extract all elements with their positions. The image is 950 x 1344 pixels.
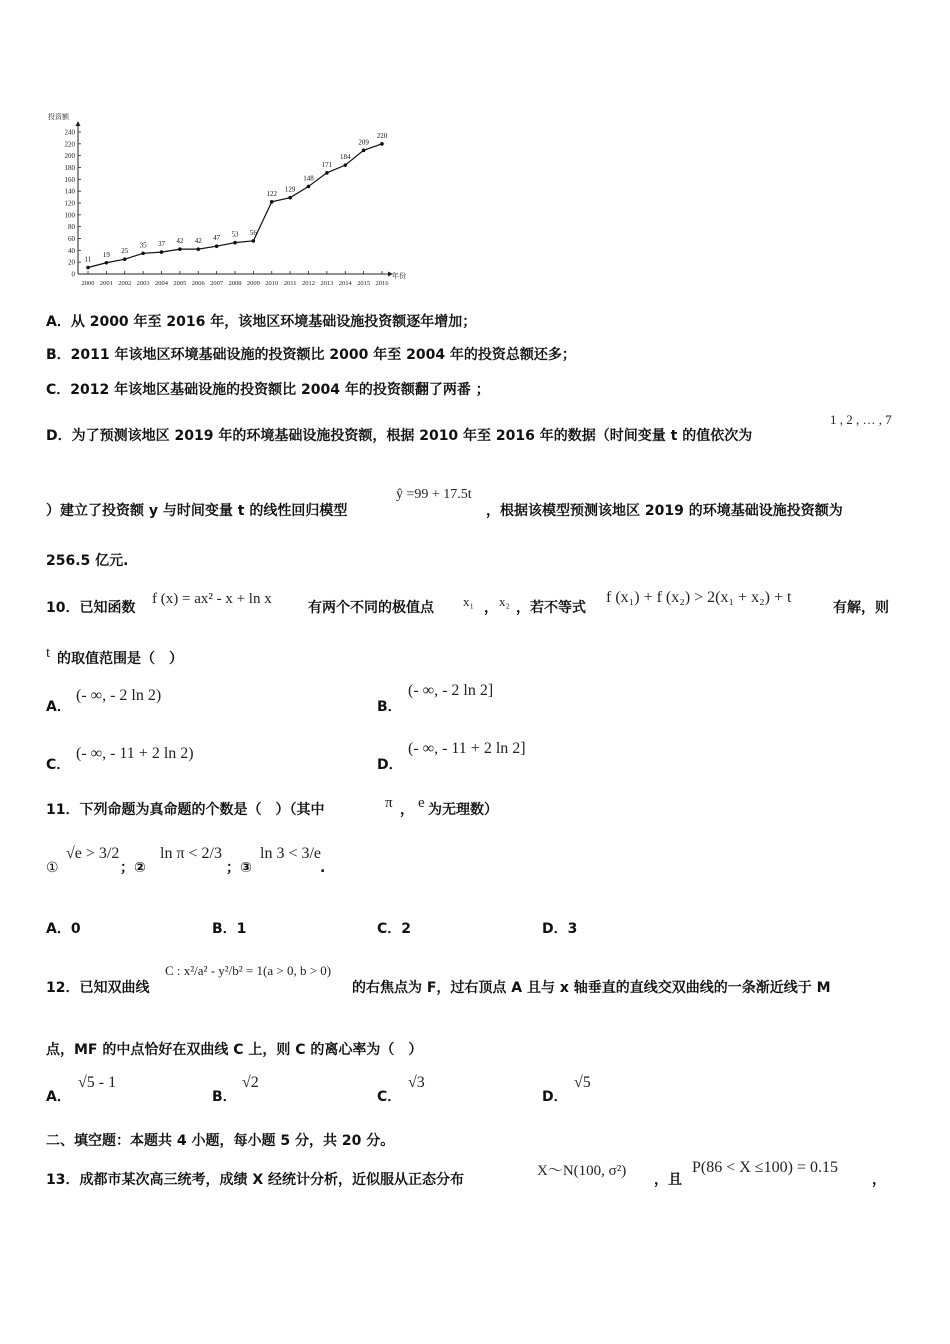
x-tick-label: 2015 — [357, 280, 371, 287]
q12-option-c-label: C． — [377, 1089, 402, 1105]
q11-option-c: C．2 — [377, 921, 412, 937]
chart-svg — [44, 110, 404, 290]
q10-x1: x₁ — [463, 594, 475, 609]
y-tick-label: 240 — [64, 128, 75, 137]
data-label: 11 — [84, 255, 92, 264]
data-point — [215, 244, 219, 248]
q11-option-d: D．3 — [542, 921, 578, 937]
q11-claim1: √e > 3/2 — [66, 845, 120, 862]
data-point — [105, 261, 109, 265]
x-tick-label: 2010 — [265, 280, 279, 287]
q9-option-d-line2b: ，根据该模型预测该地区 2019 的环境基础设施投资额为 — [486, 503, 843, 519]
x-tick-label: 2011 — [283, 280, 297, 287]
q10-inequality: f (x₁) + f (x₂) > 2(x₁ + x₂) + t — [606, 589, 792, 606]
q12-hyperbola: C : x²/a² - y²/b² = 1(a > 0, b > 0) — [165, 963, 332, 978]
q13-stem-b: ，且 — [654, 1172, 682, 1188]
q11-claim3: ln 3 < 3/e — [260, 845, 322, 862]
data-label: 19 — [102, 250, 110, 259]
q10-option-a: (- ∞, - 2 ln 2) — [76, 687, 162, 704]
data-point — [307, 185, 311, 189]
q10-option-d-label: D． — [377, 757, 403, 773]
q10-option-b-label: B． — [377, 699, 402, 715]
data-label: 37 — [158, 240, 165, 249]
x-tick-label: 2016 — [375, 280, 389, 287]
x-tick-label: 2006 — [191, 280, 205, 287]
y-tick-label: 220 — [64, 140, 75, 149]
q10-option-c: (- ∞, - 11 + 2 ln 2) — [76, 745, 194, 762]
y-tick-label: 80 — [68, 223, 75, 232]
q10-option-a-label: A． — [46, 699, 71, 715]
x-tick-label: 2003 — [136, 280, 150, 287]
q11-sep1: ；② — [120, 860, 146, 876]
q10-stem-e: 的取值范围是（ ） — [57, 651, 183, 667]
data-label: 122 — [266, 189, 277, 198]
y-tick-label: 180 — [64, 164, 75, 172]
q12-option-a: √5 - 1 — [78, 1074, 117, 1091]
data-label: 148 — [303, 174, 314, 183]
data-label: 25 — [121, 247, 129, 256]
q10-option-c-label: C． — [46, 757, 71, 773]
investment-line-chart — [44, 110, 404, 290]
q13-end: ， — [872, 1172, 886, 1188]
q11-comma: ， — [400, 802, 414, 818]
q12-stem-a: 12．已知双曲线 — [46, 980, 150, 996]
y-tick-label: 20 — [68, 258, 75, 267]
section-fill-in-heading: 二、填空题：本题共 4 小题，每小题 5 分，共 20 分。 — [46, 1133, 395, 1149]
q12-stem-b: 的右焦点为 F，过右顶点 A 且与 x 轴垂直的直线交双曲线的一条渐近线于 M — [352, 980, 831, 996]
q12-option-c: √3 — [408, 1074, 425, 1091]
q11-claim1-label: ① — [46, 860, 59, 876]
data-point — [380, 142, 384, 146]
data-label: 220 — [376, 131, 388, 140]
data-label: 209 — [358, 138, 369, 147]
q10-option-d: (- ∞, - 11 + 2 ln 2] — [408, 740, 526, 757]
data-point — [270, 200, 274, 204]
y-tick-label: 60 — [68, 235, 75, 243]
q10-stem-d: 有解，则 — [833, 600, 889, 616]
y-tick-label: 200 — [64, 152, 75, 161]
q9-option-d-line1: D．为了预测该地区 2019 年的环境基础设施投资额，根据 2010 年至 2016 年的数据（时间变量 t 的值依次为 — [46, 428, 753, 444]
data-point — [123, 257, 127, 261]
q10-function: f (x) = ax² - x + ln x — [152, 591, 272, 607]
q9-t-values: 1 , 2 , … , 7 — [830, 412, 892, 427]
x-tick-label: 2005 — [173, 280, 187, 287]
data-label: 129 — [284, 185, 296, 194]
x-tick-label: 2008 — [228, 280, 242, 287]
y-tick-label: 160 — [64, 175, 75, 184]
q12-option-d: √5 — [574, 1074, 591, 1091]
q13-probability: P(86 < X ≤100) = 0.15 — [692, 1159, 838, 1176]
q11-claim2: ln π < 2/3 — [160, 845, 222, 862]
q10-stem-a: 10．已知函数 — [46, 600, 136, 616]
data-label: 56 — [249, 228, 257, 237]
q12-option-b-label: B． — [212, 1089, 237, 1105]
x-tick-label: 2007 — [210, 280, 224, 287]
q9-option-a: A．从 2000 年至 2016 年，该地区环境基础设施投资额逐年增加； — [46, 314, 477, 330]
q12-option-b: √2 — [242, 1074, 259, 1091]
q11-e: e — [418, 795, 425, 811]
q11-pi: π — [385, 795, 393, 811]
q9-option-d-line3: 256.5 亿元. — [46, 553, 129, 569]
data-label: 171 — [321, 160, 333, 169]
x-tick-label: 2009 — [246, 280, 260, 287]
q11-stem-a: 11．下列命题为真命题的个数是（ ）（其中 — [46, 802, 325, 818]
data-label: 184 — [340, 153, 351, 162]
data-point — [362, 149, 366, 153]
q9-option-d-line2a: ）建立了投资额 y 与时间变量 t 的线性回归模型 — [46, 503, 348, 519]
q9-regression-model: ŷ =99 + 17.5t — [396, 487, 472, 502]
q10-option-b: (- ∞, - 2 ln 2] — [408, 682, 494, 699]
y-tick-label: 0 — [71, 270, 75, 279]
x-tick-label: 2000 — [81, 280, 95, 287]
x-tick-label: 2013 — [320, 280, 334, 287]
x-tick-label: 2001 — [99, 280, 113, 287]
y-tick-label: 120 — [64, 199, 75, 208]
x-axis-label: 年份 — [392, 272, 406, 280]
q10-x2: x₂ — [499, 594, 511, 609]
data-point — [86, 266, 90, 270]
q11-option-a: A．0 — [46, 921, 81, 937]
data-label: 35 — [139, 241, 147, 250]
x-tick-label: 2012 — [302, 280, 315, 287]
q10-t: t — [46, 645, 51, 661]
q10-stem-c: ，若不等式 — [516, 600, 586, 616]
data-label: 42 — [194, 237, 202, 246]
data-label: 42 — [176, 237, 184, 246]
y-tick-label: 40 — [68, 246, 75, 255]
data-point — [141, 251, 145, 255]
q11-sep2: ；③ — [226, 860, 252, 876]
q11-stem-b: 为无理数） — [428, 802, 498, 818]
q12-option-d-label: D． — [542, 1089, 568, 1105]
q13-stem-a: 13．成都市某次高三统考，成绩 X 经统计分析，近似服从正态分布 — [46, 1172, 465, 1188]
data-point — [325, 171, 329, 175]
data-point — [252, 239, 256, 243]
q13-distribution: X～N(100, σ²) — [537, 1163, 627, 1179]
q10-stem-b: 有两个不同的极值点 — [308, 600, 434, 616]
q9-option-b: B．2011 年该地区环境基础设施的投资额比 2000 年至 2004 年的投资总额还多； — [46, 347, 576, 363]
q11-option-b: B．1 — [212, 921, 247, 937]
q10-comma: ， — [484, 600, 498, 616]
x-tick-label: 2004 — [155, 280, 168, 287]
x-tick-label: 2002 — [118, 280, 132, 287]
series-line — [88, 144, 382, 268]
y-axis-arrow — [76, 121, 81, 126]
y-axis-label: 投资额 — [48, 113, 69, 121]
data-label: 47 — [213, 234, 221, 243]
y-tick-label: 140 — [64, 187, 75, 196]
data-point — [233, 241, 237, 245]
data-point — [160, 250, 164, 254]
q11-end: . — [320, 860, 326, 876]
q9-option-c: C．2012 年该地区基础设施的投资额比 2004 年的投资额翻了两番 ； — [46, 382, 490, 398]
data-label: 53 — [231, 230, 239, 239]
data-point — [343, 163, 347, 167]
x-tick-label: 2014 — [338, 280, 352, 287]
q12-stem-c: 点，MF 的中点恰好在双曲线 C 上，则 C 的离心率为（ ） — [46, 1042, 423, 1058]
q12-option-a-label: A． — [46, 1089, 71, 1105]
data-point — [196, 247, 200, 251]
data-point — [178, 247, 182, 251]
data-point — [288, 196, 292, 200]
y-tick-label: 100 — [64, 211, 75, 220]
